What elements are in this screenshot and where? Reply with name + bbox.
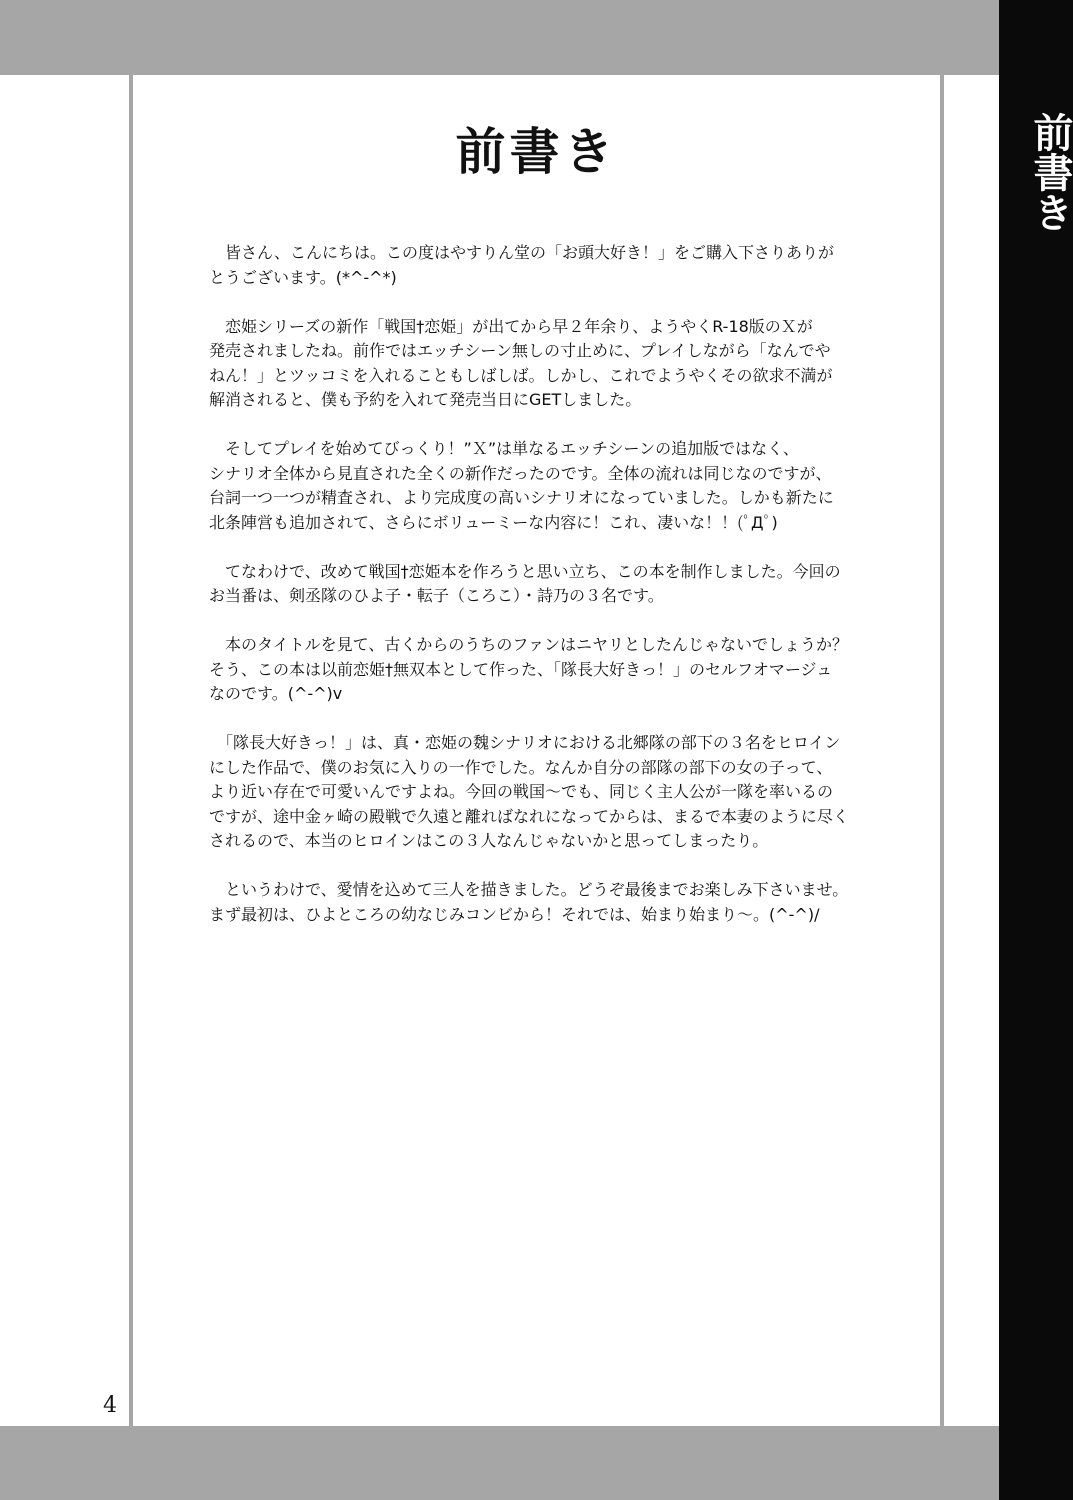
text-line: そしてプレイを始めてびっくり！”Ｘ”は単なるエッチシーンの追加版ではなく、: [209, 439, 799, 458]
text-line: 台詞一つ一つが精査され、より完成度の高いシナリオになっていました。しかも新たに: [209, 488, 834, 507]
text-line: されるので、本当のヒロインはこの３人なんじゃないかと思ってしまったり。: [209, 831, 769, 850]
text-line: 「隊長大好きっ！」は、真・恋姫の魏シナリオにおける北郷隊の部下の３名をヒロイン: [209, 733, 841, 752]
text-line: そう、この本は以前恋姫†無双本として作った、「隊長大好きっ！」のセルフオマージュ: [209, 659, 833, 679]
text-line: てなわけで、改めて戦国†恋姫本を作ろうと思い立ち、この本を制作しました。今回の: [209, 561, 841, 581]
paragraph-3: [209, 437, 869, 535]
preface-body: [209, 241, 869, 952]
sidebar-title: 前書き: [1027, 112, 1073, 232]
text-line: とうございます。(*^-^*): [209, 267, 397, 287]
paragraph-1: [209, 241, 869, 290]
top-band: [0, 0, 999, 75]
paragraph-5: [209, 633, 869, 707]
right-margin-rule: [940, 0, 944, 1500]
text-line: より近い存在で可愛いんですよね。今回の戦国〜でも、同じく主人公が一隊を率いるの: [209, 782, 834, 801]
bottom-band: [0, 1426, 999, 1500]
text-line: 恋姫シリーズの新作「戦国†恋姫」が出てから早２年余り、ようやくR-18版のＸが: [209, 316, 813, 336]
chapter-sidebar: [999, 0, 1073, 1500]
paragraph-4: [209, 560, 869, 609]
text-line: 発売されましたね。前作ではエッチシーン無しの寸止めに、プレイしながら「なんでや: [209, 341, 831, 360]
text-line: ですが、途中金ヶ崎の殿戦で久遠と離ればなれになってからは、まるで本妻のように尽く: [209, 806, 849, 826]
text-line: というわけで、愛情を込めて三人を描きました。どうぞ最後までお楽しみ下さいませ。: [209, 880, 849, 899]
left-margin-rule: [129, 0, 133, 1500]
text-line: お当番は、剣丞隊のひよ子・転子（ころこ）・詩乃の３名です。: [209, 586, 664, 605]
text-line: ねん！」とツッコミを入れることもしばしば。しかし、これでようやくその欲求不満が: [209, 365, 833, 385]
paragraph-6: [209, 731, 869, 854]
page-number: 4: [103, 1393, 117, 1418]
text-line: にした作品で、僕のお気に入りの一作でした。なんか自分の部隊の部下の女の子って、: [209, 757, 833, 777]
page-title: 前書き: [455, 123, 618, 181]
text-line: 解消されると、僕も予約を入れて発売当日にGETしました。: [209, 390, 642, 409]
text-line: 北条陣営も追加されて、さらにボリューミーな内容に！これ、凄いな！！(ﾟДﾟ): [209, 512, 778, 532]
text-line: シナリオ全体から見直された全くの新作だったのです。全体の流れは同じなのですが、: [209, 463, 832, 483]
paragraph-7: [209, 878, 869, 927]
text-line: 本のタイトルを見て、古くからのうちのファンはニヤリとしたんじゃないでしょうか？: [209, 635, 849, 654]
text-line: 皆さん、こんにちは。この度はやすりん堂の「お頭大好き！」をご購入下さりありが: [209, 243, 834, 262]
text-line: なのです。(^-^)v: [209, 684, 343, 703]
text-line: まず最初は、ひよところの幼なじみコンビから！それでは、始まり始まり〜。(^-^)/: [209, 904, 820, 924]
paragraph-2: [209, 315, 869, 413]
